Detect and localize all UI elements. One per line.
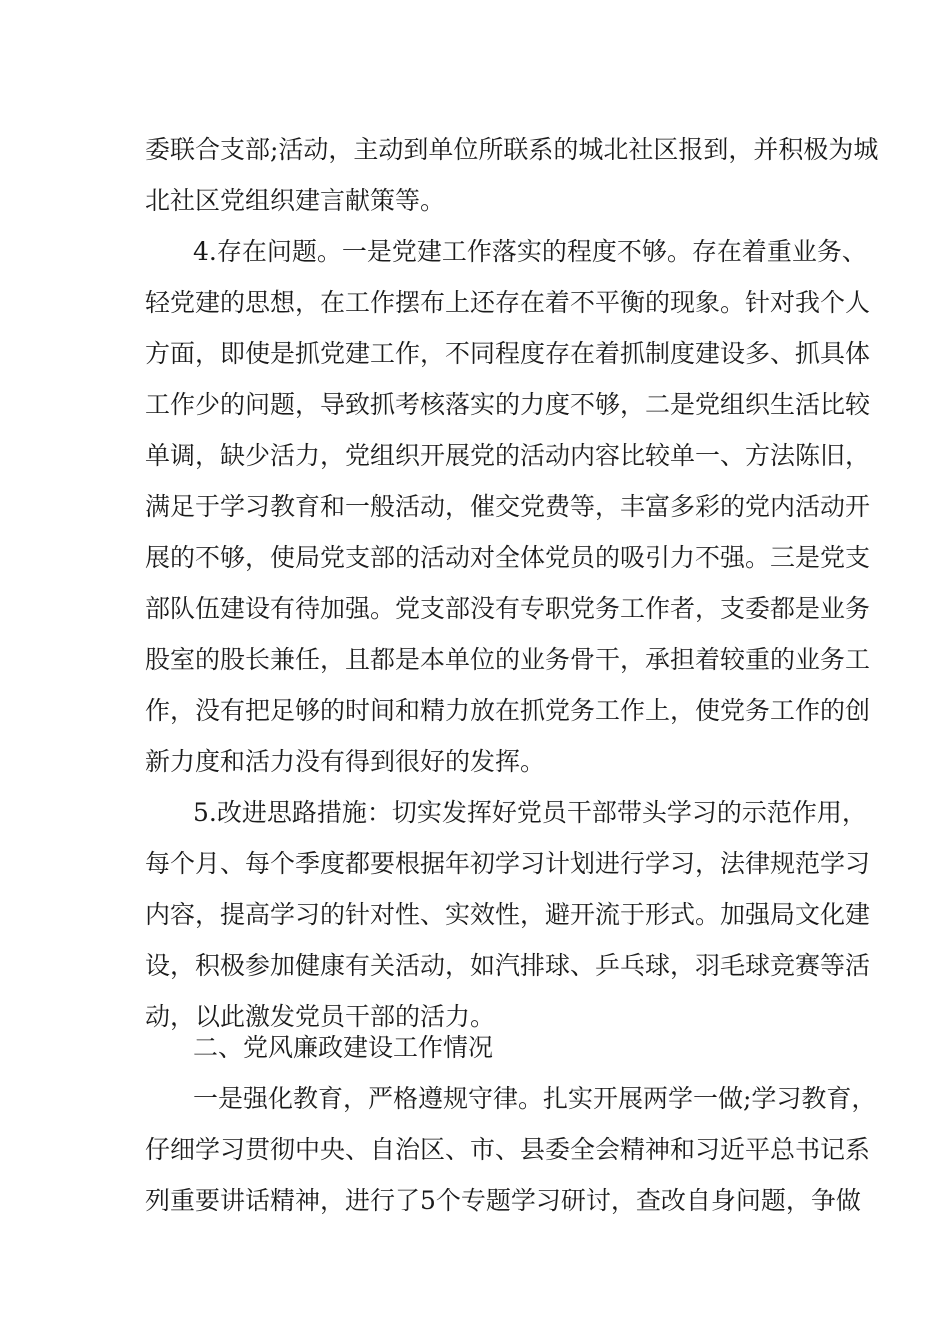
paragraph-text: 动，以此激发党员干部的活力。 bbox=[145, 1002, 496, 1031]
text-line bbox=[0, 589, 950, 629]
text-line bbox=[0, 946, 950, 986]
text-line bbox=[0, 1079, 950, 1119]
text-line bbox=[0, 844, 950, 884]
paragraph-text: 5.改进思路措施：切实发挥好党员干部带头学习的示范作用， bbox=[193, 798, 867, 827]
text-line bbox=[0, 283, 950, 323]
text-line bbox=[0, 742, 950, 782]
paragraph-text: 每个月、每个季度都要根据年初学习计划进行学习，法律规范学习 bbox=[145, 849, 871, 878]
text-line bbox=[0, 895, 950, 935]
paragraph-text: 股室的股长兼任，且都是本单位的业务骨干，承担着较重的业务工 bbox=[145, 645, 871, 674]
paragraph-text: 单调，缺少活力，党组织开展党的活动内容比较单一、方法陈旧， bbox=[145, 441, 871, 470]
paragraph-text: 新力度和活力没有得到很好的发挥。 bbox=[145, 747, 546, 776]
text-line bbox=[0, 1181, 950, 1221]
paragraph-text: 作，没有把足够的时间和精力放在抓党务工作上，使党务工作的创 bbox=[145, 696, 871, 725]
paragraph-text: 内容，提高学习的针对性、实效性，避开流于形式。加强局文化建 bbox=[145, 900, 871, 929]
paragraph-text: 轻党建的思想，在工作摆布上还存在着不平衡的现象。针对我个人 bbox=[145, 288, 871, 317]
text-line bbox=[0, 640, 950, 680]
text-line bbox=[0, 1028, 950, 1068]
text-line bbox=[0, 436, 950, 476]
paragraph-text: 一是强化教育，严格遵规守律。扎实开展两学一做;学习教育， bbox=[193, 1084, 877, 1113]
paragraph-text: 工作少的问题，导致抓考核落实的力度不够，二是党组织生活比较 bbox=[145, 390, 871, 419]
paragraph-text: 展的不够，使局党支部的活动对全体党员的吸引力不强。三是党支 bbox=[145, 543, 871, 572]
text-line bbox=[0, 334, 950, 374]
paragraph-text: 设，积极参加健康有关活动，如汽排球、乒乓球，羽毛球竞赛等活 bbox=[145, 951, 871, 980]
text-line bbox=[0, 130, 950, 170]
section-heading: 二、党风廉政建设工作情况 bbox=[193, 1033, 494, 1062]
text-line bbox=[0, 487, 950, 527]
text-line bbox=[0, 1130, 950, 1170]
text-line bbox=[0, 232, 950, 272]
paragraph-text: 部队伍建设有待加强。党支部没有专职党务工作者，支委都是业务 bbox=[145, 594, 871, 623]
text-line bbox=[0, 181, 950, 221]
paragraph-text: 北社区党组织建言献策等。 bbox=[145, 186, 446, 215]
text-line bbox=[0, 385, 950, 425]
paragraph-text: 仔细学习贯彻中央、自治区、市、县委全会精神和习近平总书记系 bbox=[145, 1135, 871, 1164]
paragraph-text: 4.存在问题。一是党建工作落实的程度不够。存在着重业务、 bbox=[193, 237, 867, 266]
paragraph-text: 列重要讲话精神，进行了5个专题学习研讨，查改自身问题，争做 bbox=[145, 1186, 861, 1215]
text-line bbox=[0, 691, 950, 731]
text-line bbox=[0, 538, 950, 578]
paragraph-text: 委联合支部;活动，主动到单位所联系的城北社区报到，并积极为城 bbox=[145, 135, 879, 164]
text-line bbox=[0, 793, 950, 833]
paragraph-text: 方面，即使是抓党建工作，不同程度存在着抓制度建设多、抓具体 bbox=[145, 339, 871, 368]
paragraph-text: 满足于学习教育和一般活动，催交党费等，丰富多彩的党内活动开 bbox=[145, 492, 871, 521]
